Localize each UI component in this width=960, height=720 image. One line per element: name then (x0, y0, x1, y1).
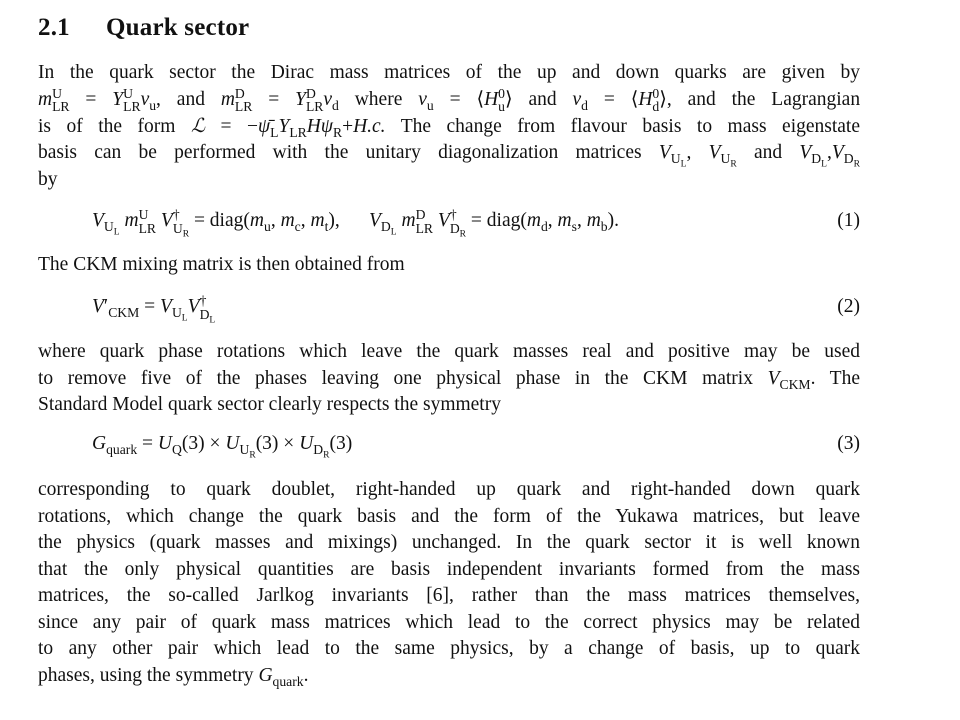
equation-1 (92, 207, 860, 240)
p3-line-1: where quark phase rotations which leave the quark masses real and positive may be used (38, 341, 860, 362)
equation-3-body: $G_{quark} = U_Q(3) \times U_{U_R}(3) \times U_{D_R}(3)$ (92, 433, 353, 461)
section-title: Quark sector (106, 14, 250, 41)
equation-3-number: (3) (837, 433, 860, 454)
section-number: 2.1 (38, 14, 70, 41)
equation-1-body: $V_{U_L}$ m U LR V † $U_R$ = $diag(m_u$, $m_c$, $m_t$), $V_{D_L}$ m D LR V † $D_R$ = $diag(m_d$, $m_s$, $m_b$). (92, 207, 619, 240)
p4-line-3: the physics (quark masses and mixings) unchanged. In the quark sector it is well known (38, 532, 860, 553)
p4-line-2: rotations, which change the quark basis and the form of the Yukawa matrices, but leave (38, 505, 860, 527)
p1-line-2: m U LR = Y U LR $v_u$, and m D LR = Y D LR $v_d$ where $v_u$ = ⟨H 0 u ⟩ and $v_d$ = ⟨H 0 d ⟩, and the Lagrangian (38, 85, 861, 115)
p4-line-7: to any other pair which lead to the same physics, by a change of basis, up to quark (38, 638, 860, 659)
paragraph-1 (38, 60, 860, 193)
section-heading (38, 14, 249, 42)
p4-line-4: that the only physical quantities are basis independent invariants formed from the mass (38, 558, 860, 580)
equation-2 (92, 293, 860, 326)
p2-line-1: The CKM mixing matrix is then obtained from (38, 254, 405, 275)
p1-line-1: In the quark sector the Dirac mass matrices of the up and down quarks are given by (38, 62, 860, 83)
p3-line-3: Standard Model quark sector clearly respects the symmetry (38, 394, 501, 415)
p4-line-5: matrices, the so-called Jarlkog invariants [6], rather than the mass matrices themselves, (38, 585, 860, 606)
paragraph-2 (38, 252, 860, 279)
p1-line-3: is of the form ℒ = $-\psī_LY_{LR}H\psi_R+H.c$. The change from flavour basis to mass eigenstate (38, 115, 861, 140)
paragraph-4 (38, 477, 860, 689)
p1-line-4: basis can be performed with the unitary diagonalization matrices $V_{U_L}$, $V_{U_R}$ and $V_{D_L},V_{D_R}$ (38, 142, 861, 170)
p4-line-6: since any pair of quark mass matrices which lead to the correct physics may be related (38, 611, 860, 633)
p3-line-2: to remove five of the phases leaving one physical phase in the CKM matrix $V_{CKM}$. The (38, 367, 860, 392)
equation-3 (92, 433, 860, 461)
paragraph-3 (38, 339, 860, 419)
equation-2-number: (2) (837, 296, 860, 318)
p4-line-1: corresponding to quark doublet, right-handed up quark and right-handed down quark (38, 479, 860, 500)
p1-line-5: by (38, 168, 58, 190)
p4-line-8: phases, using the symmetry $G_{quark}$. (38, 664, 309, 689)
equation-1-number: (1) (837, 210, 860, 232)
equation-2-body: $V'_{CKM} = V_{U_L}V$ † $D_L$ (92, 293, 216, 326)
